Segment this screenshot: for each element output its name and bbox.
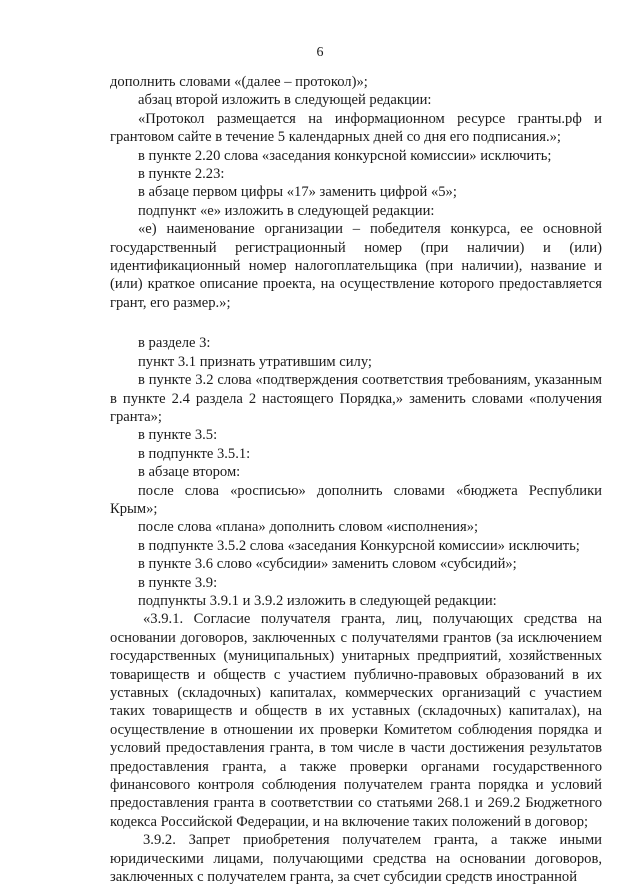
paragraph: в пункте 2.20 слова «заседания конкурсной комиссии» исключить; — [138, 147, 552, 164]
page-number: 6 — [316, 45, 324, 60]
paragraph: в пункте 3.2 слова «подтверждения соответствия требованиям, указанным в пункте 2.4 раздела 2 настоящего Порядка,» заменить словами «получения гранта»; — [110, 372, 602, 425]
paragraph: в абзаце втором: — [138, 464, 241, 481]
paragraph: абзац второй изложить в следующей редакции: — [138, 92, 432, 109]
document-body — [110, 73, 602, 886]
paragraph: «е) наименование организации – победителя конкурса, ее основной государственный регистрационный номер (при наличии) и (или) идентификационный номер налогоплательщика (при наличии), название и (или) краткое описание проекта, на осуществление которого предоставляется грант, его размер.»; — [110, 221, 602, 311]
paragraph: в пункте 3.6 слово «субсидии» заменить словом «субсидий»; — [138, 556, 517, 573]
paragraph: в разделе 3: — [138, 335, 211, 352]
paragraph: в пункте 3.5: — [138, 427, 218, 444]
paragraph: в пункте 3.9: — [138, 574, 218, 591]
paragraph: после слова «росписью» дополнить словами «бюджета Республики Крым»; — [110, 482, 602, 517]
paragraph-gap — [110, 312, 602, 334]
paragraph: в подпункте 3.5.2 слова «заседания Конкурсной комиссии» исключить; — [138, 537, 580, 554]
paragraph: «3.9.1. Согласие получателя гранта, лиц, получающих средства на основании договоров, заключенных с получателями грантов (за исключением государственных (муниципальных) унитарных предприятий, хозяйственных товариществ и обществ с участием публично-правовых образований в их уставных (складочных) капиталах, коммерческих организаций с участием таких товариществ и обществ в их уставных (складочных) капиталах), на осуществление в отношении их проверки Комитетом соблюдения порядка и условий предоставления гранта, в том числе в части достижения результатов предоставления гранта, а также проверки органами государственного финансового контроля соблюдения получателем гранта порядка и условий предоставления гранта в соответствии со статьями 268.1 и 269.2 Бюджетного кодекса Российской Федерации, и на включение таких положений в договор; — [110, 611, 602, 830]
paragraph: в подпункте 3.5.1: — [138, 445, 251, 462]
paragraph: 3.9.2. Запрет приобретения получателем гранта, а также иными юридическими лицами, получающими средства на основании договоров, заключенных с получателем гранта, за счет субсидии средств иностранной — [110, 832, 602, 886]
paragraph: после слова «плана» дополнить словом «исполнения»; — [138, 519, 479, 536]
paragraph: подпункт «е» изложить в следующей редакции: — [138, 202, 435, 219]
paragraph: «Протокол размещается на информационном ресурсе гранты.рф и грантовом сайте в течение 5 календарных дней со дня его подписания.»; — [110, 110, 602, 146]
paragraph: в абзаце первом цифры «17» заменить цифрой «5»; — [138, 184, 457, 201]
paragraph: подпункты 3.9.1 и 3.9.2 изложить в следующей редакции: — [138, 592, 497, 609]
paragraph: пункт 3.1 признать утратившим силу; — [138, 353, 372, 370]
paragraph: дополнить словами «(далее – протокол)»; — [110, 74, 368, 90]
paragraph: в пункте 2.23: — [138, 166, 225, 183]
